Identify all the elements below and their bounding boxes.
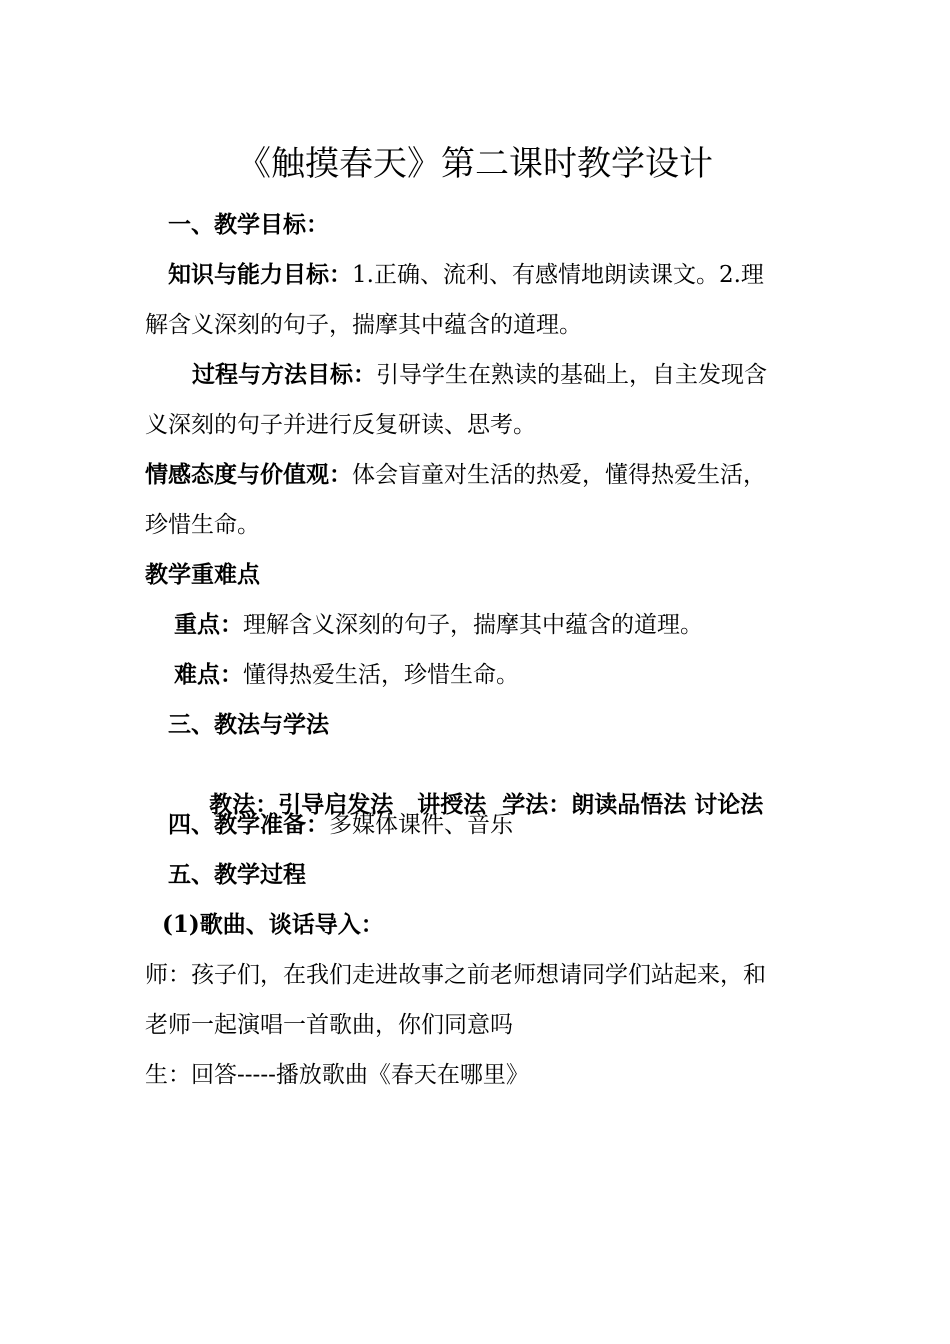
teacher-dialogue-line (145, 960, 805, 990)
line-bold: 四、教学准备： (168, 811, 329, 838)
line-text: 义深刻的句子并进行反复研读、思考。 (145, 412, 536, 438)
line-bold: 重点： (174, 611, 243, 638)
line-bold: 教学重难点 (145, 561, 260, 588)
preparation-line (168, 810, 828, 840)
line-text: 生：回答-----播放歌曲《春天在哪里》 (145, 1062, 529, 1088)
line-text: 1.正确、流利、有感情地朗读课文。2.理 (352, 262, 764, 288)
emotion-objective-line (145, 460, 805, 490)
step-heading-intro (162, 910, 822, 940)
line-bold: 难点： (174, 661, 243, 688)
key-point-line (174, 610, 834, 640)
line-text: 老师一起演唱一首歌曲，你们同意吗 (145, 1012, 513, 1038)
line-text: 懂得热爱生活，珍惜生命。 (243, 662, 519, 688)
section-heading-process (168, 860, 828, 890)
emotion-objective-continuation (145, 510, 805, 540)
line-text: 理解含义深刻的句子，揣摩其中蕴含的道理。 (243, 612, 703, 638)
line-text: 体会盲童对生活的热爱，懂得热爱生活， (352, 462, 766, 488)
difficulty-line (174, 660, 834, 690)
student-response-line (145, 1060, 805, 1090)
line-bold: 五、教学过程 (168, 861, 306, 888)
line-bold: 情感态度与价值观： (145, 461, 352, 488)
line-bold: (1)歌曲、谈话导入： (162, 911, 384, 938)
line-bold: 教法：引导启发法 讲授法 学法：朗读品悟法 讨论法 (209, 791, 764, 818)
line-text: 解含义深刻的句子，揣摩其中蕴含的道理。 (145, 312, 582, 338)
section-heading-methods (168, 710, 828, 740)
process-objective-line (192, 360, 852, 390)
process-objective-continuation (145, 410, 805, 440)
line-bold: 三、教法与学法 (168, 711, 329, 738)
section-heading-key-points (145, 560, 805, 590)
line-text: 师：孩子们，在我们走进故事之前老师想请同学们站起来，和 (145, 962, 766, 988)
section-heading-objectives (168, 210, 828, 240)
line-text: 引导学生在熟读的基础上，自主发现含 (376, 362, 767, 388)
knowledge-objective-line (168, 260, 828, 290)
teacher-dialogue-continuation (145, 1010, 805, 1040)
line-text: 多媒体课件、音乐 (329, 812, 513, 838)
line-bold: 过程与方法目标： (192, 361, 376, 388)
line-bold: 一、教学目标： (168, 211, 329, 238)
line-bold: 知识与能力目标： (168, 261, 352, 288)
knowledge-objective-continuation (145, 310, 805, 340)
document-title: 《触摸春天》第二课时教学设计 (237, 144, 713, 184)
line-text: 珍惜生命。 (145, 512, 260, 538)
